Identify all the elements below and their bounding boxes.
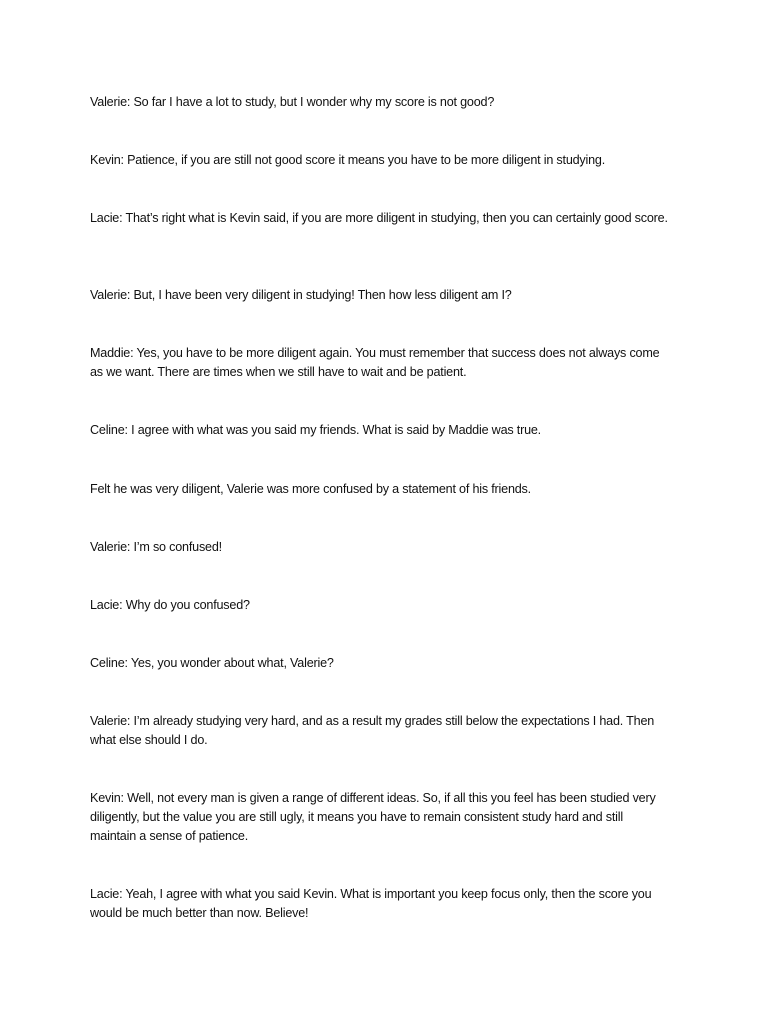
paragraph-1: Valerie: So far I have a lot to study, but I wonder why my score is not good? — [90, 95, 495, 109]
paragraph-12: Kevin: Well, not every man is given a range of different ideas. So, if all this you feel has been studied very diligently, but the value you are still ugly, it means you have to remain consistent study hard and still maintain a sense of patience. — [90, 791, 656, 843]
paragraph-10: Celine: Yes, you wonder about what, Valerie? — [90, 656, 334, 670]
paragraph-9: Lacie: Why do you confused? — [90, 598, 250, 612]
paragraph-6: Celine: I agree with what was you said my friends. What is said by Maddie was true. — [90, 423, 541, 437]
paragraph-8: Valerie: I’m so confused! — [90, 540, 222, 554]
paragraph-13: Lacie: Yeah, I agree with what you said Kevin. What is important you keep focus only, then the score you would be much better than now. Believe! — [90, 887, 652, 920]
paragraph-2: Kevin: Patience, if you are still not good score it means you have to be more diligent in studying. — [90, 153, 606, 167]
paragraph-5: Maddie: Yes, you have to be more diligent again. You must remember that success does not always come as we want. There are times when we still have to wait and be patient. — [90, 346, 660, 379]
paragraph-3: Lacie: That’s right what is Kevin said, if you are more diligent in studying, then you can certainly good score. — [90, 211, 668, 225]
paragraph-7: Felt he was very diligent, Valerie was more confused by a statement of his friends. — [90, 482, 531, 496]
paragraph-4: Valerie: But, I have been very diligent in studying! Then how less diligent am I? — [90, 288, 512, 302]
paragraph-11: Valerie: I’m already studying very hard, and as a result my grades still below the expectations I had. Then what else should I do. — [90, 714, 655, 747]
